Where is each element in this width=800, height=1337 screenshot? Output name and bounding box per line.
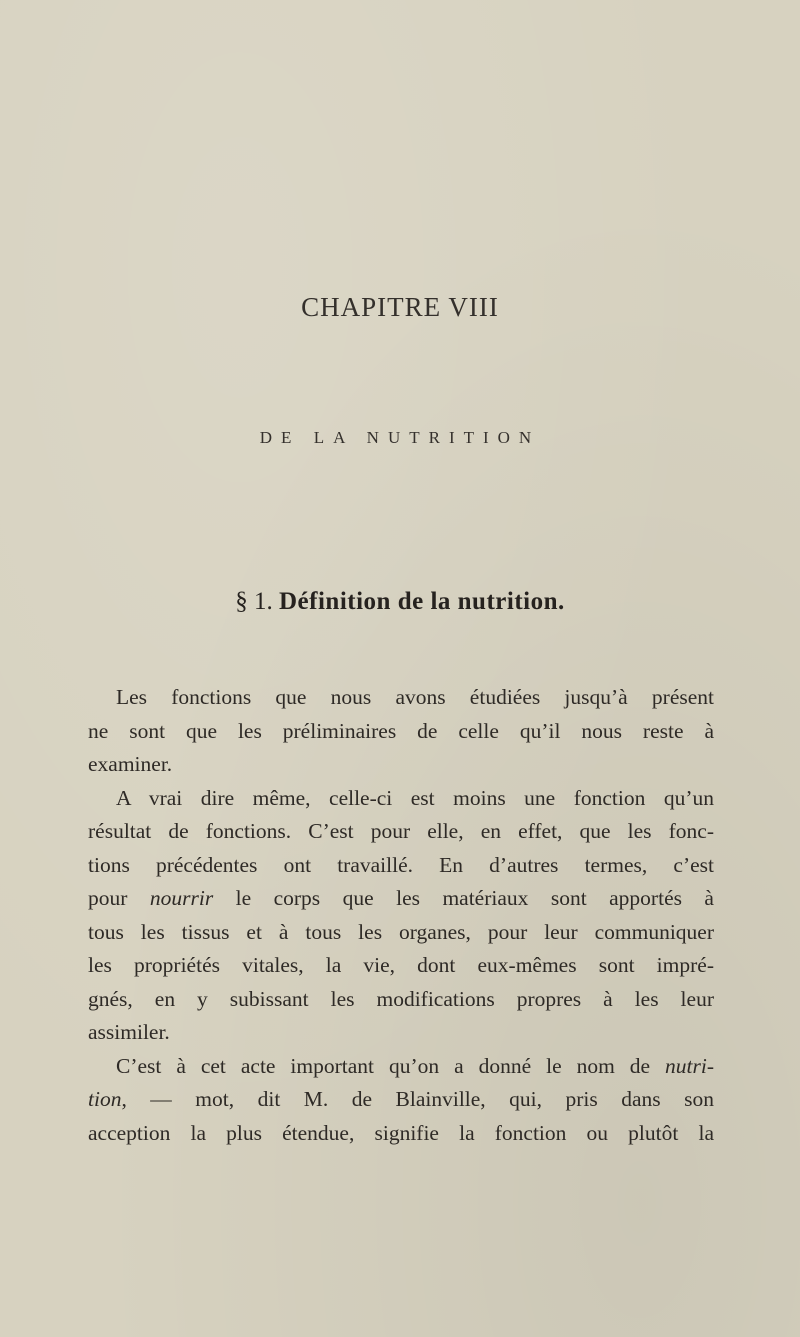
text-line: résultat de fonctions. C’est pour elle, en effet, que les fonc-	[88, 819, 714, 843]
section-number: § 1.	[235, 588, 273, 615]
text-line: examiner.	[88, 752, 173, 776]
text-line: pour nourrir le corps que les matériaux sont apportés à	[88, 886, 714, 910]
text-line: C’est à cet acte important qu’on a donné le nom de nutri-	[116, 1053, 714, 1078]
text-line: Les fonctions que nous avons étudiées jusqu’à présent	[116, 685, 714, 709]
text-line: gnés, en y subissant les modifications propres à les leur	[88, 986, 714, 1011]
text-line: A vrai dire même, celle-ci est moins une fonction qu’un	[116, 785, 714, 810]
text-line: tion, — mot, dit M. de Blainville, qui, pris dans son	[88, 1087, 714, 1111]
chapter-heading: CHAPITRE VIII	[301, 292, 499, 322]
section-heading	[0, 588, 800, 616]
body-text	[88, 681, 714, 1150]
italic-word: nourrir	[149, 886, 214, 910]
chapter-subtitle: DE LA NUTRITION	[259, 428, 541, 447]
text-line: assimiler.	[88, 1020, 170, 1044]
italic-word: tion	[88, 1087, 122, 1111]
text-line: les propriétés vitales, la vie, dont eux-mêmes sont impré-	[88, 953, 714, 977]
italic-word: nutri-	[665, 1053, 714, 1078]
text-line: tions précédentes ont travaillé. En d’autres termes, c’est	[88, 852, 714, 877]
section-title: Définition de la nutrition.	[279, 588, 565, 615]
text-line: ne sont que les préliminaires de celle qu’il nous reste à	[88, 718, 714, 743]
text-line: acception la plus étendue, signifie la fonction ou plutôt la	[88, 1120, 714, 1145]
text-line: tous les tissus et à tous les organes, pour leur communiquer	[88, 919, 714, 944]
